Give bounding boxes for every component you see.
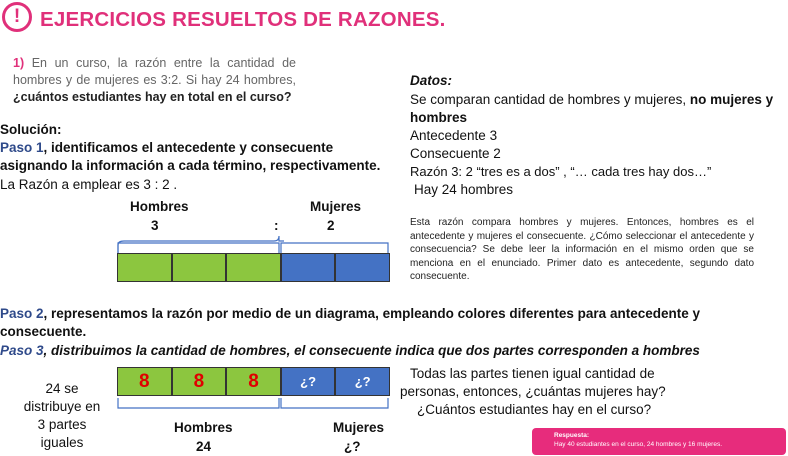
blue-part xyxy=(335,253,390,282)
question-line1: Todas las partes tienen igual cantidad de xyxy=(410,366,655,381)
data-consecuente: Consecuente 2 xyxy=(410,146,501,161)
question-line2: personas, entonces, ¿cuántas mujeres hay? xyxy=(400,384,666,399)
razon-emplear: La Razón a emplear es 3 : 2 . xyxy=(0,177,178,192)
question-line3: ¿Cuántos estudiantes hay en el curso? xyxy=(417,402,652,417)
diagram1-braces xyxy=(116,233,390,255)
problem-statement xyxy=(13,55,296,106)
diagram2-side-note: 24 se distribuye en 3 partes iguales xyxy=(23,381,101,450)
diagram1-value-mujeres: 2 xyxy=(327,218,335,233)
diagram2-bar xyxy=(117,367,390,396)
paso1: Paso 1, identificamos el antecedente y consecuente asignando la información a cada término, respectivamente. xyxy=(0,140,381,173)
diagram1-value-hombres: 3 xyxy=(151,218,159,233)
diagram2-value-mujeres: ¿? xyxy=(344,439,361,454)
data-title: Datos: xyxy=(410,73,453,88)
diagram1-label-hombres: Hombres xyxy=(130,199,189,214)
diagram2-braces xyxy=(116,396,390,414)
green-part: 8 xyxy=(172,367,227,396)
green-part xyxy=(226,253,281,282)
answer-text: Hay 40 estudiantes en el curso, 24 hombres y 16 mujeres. xyxy=(554,441,723,448)
green-part xyxy=(117,253,172,282)
problem-text: En un curso, la razón entre la cantidad de hombres y de mujeres es 3:2. Si hay 24 hombres, xyxy=(13,56,296,87)
page-title: EJERCICIOS RESUELTOS DE RAZONES. xyxy=(40,8,446,31)
blue-part: ¿? xyxy=(335,367,390,396)
blue-part: ¿? xyxy=(281,367,336,396)
answer-title: Respuesta: xyxy=(554,432,590,439)
explanation-text: Esta razón compara hombres y mujeres. Entonces, hombres es el antecedente y mujeres el consecuente. ¿Cómo seleccionar el antecedente y consecuencia? Se debe leer la información en el mismo orden que se menciona en el enunciado. Primer dato es antecedente, segundo dato consecuente. xyxy=(410,217,754,282)
diagram2-label-mujeres: Mujeres xyxy=(333,420,385,435)
blue-part xyxy=(281,253,336,282)
diagram1-bar xyxy=(117,253,390,282)
data-hombres: Hay 24 hombres xyxy=(414,182,514,197)
green-part xyxy=(172,253,227,282)
paso2: Paso 2, representamos la razón por medio de un diagrama, empleando colores diferentes para antecedente y consecuente. xyxy=(0,306,700,339)
answer-box xyxy=(532,428,786,455)
problem-question: ¿cuántos estudiantes hay en total en el curso? xyxy=(13,90,292,104)
problem-number: 1) xyxy=(13,56,25,70)
solution-title: Solución: xyxy=(0,122,62,137)
diagram1-colon: : xyxy=(274,218,279,233)
data-line1: Se comparan cantidad de hombres y mujeres, no mujeres y hombres xyxy=(410,92,774,125)
paso3: Paso 3, distribuimos la cantidad de hombres, el consecuente indica que dos partes corresponden a hombres xyxy=(0,343,700,358)
diagram2-value-hombres: 24 xyxy=(196,439,212,454)
data-razon: Razón 3: 2 “tres es a dos” , “… cada tres hay dos…” xyxy=(410,164,712,179)
data-antecedente: Antecedente 3 xyxy=(410,128,498,143)
diagram1-label-mujeres: Mujeres xyxy=(310,199,362,214)
paso1-label: Paso 1 xyxy=(0,140,44,155)
alert-icon: ! xyxy=(2,2,32,32)
green-part: 8 xyxy=(226,367,281,396)
diagram2-label-hombres: Hombres xyxy=(174,420,233,435)
green-part: 8 xyxy=(117,367,172,396)
